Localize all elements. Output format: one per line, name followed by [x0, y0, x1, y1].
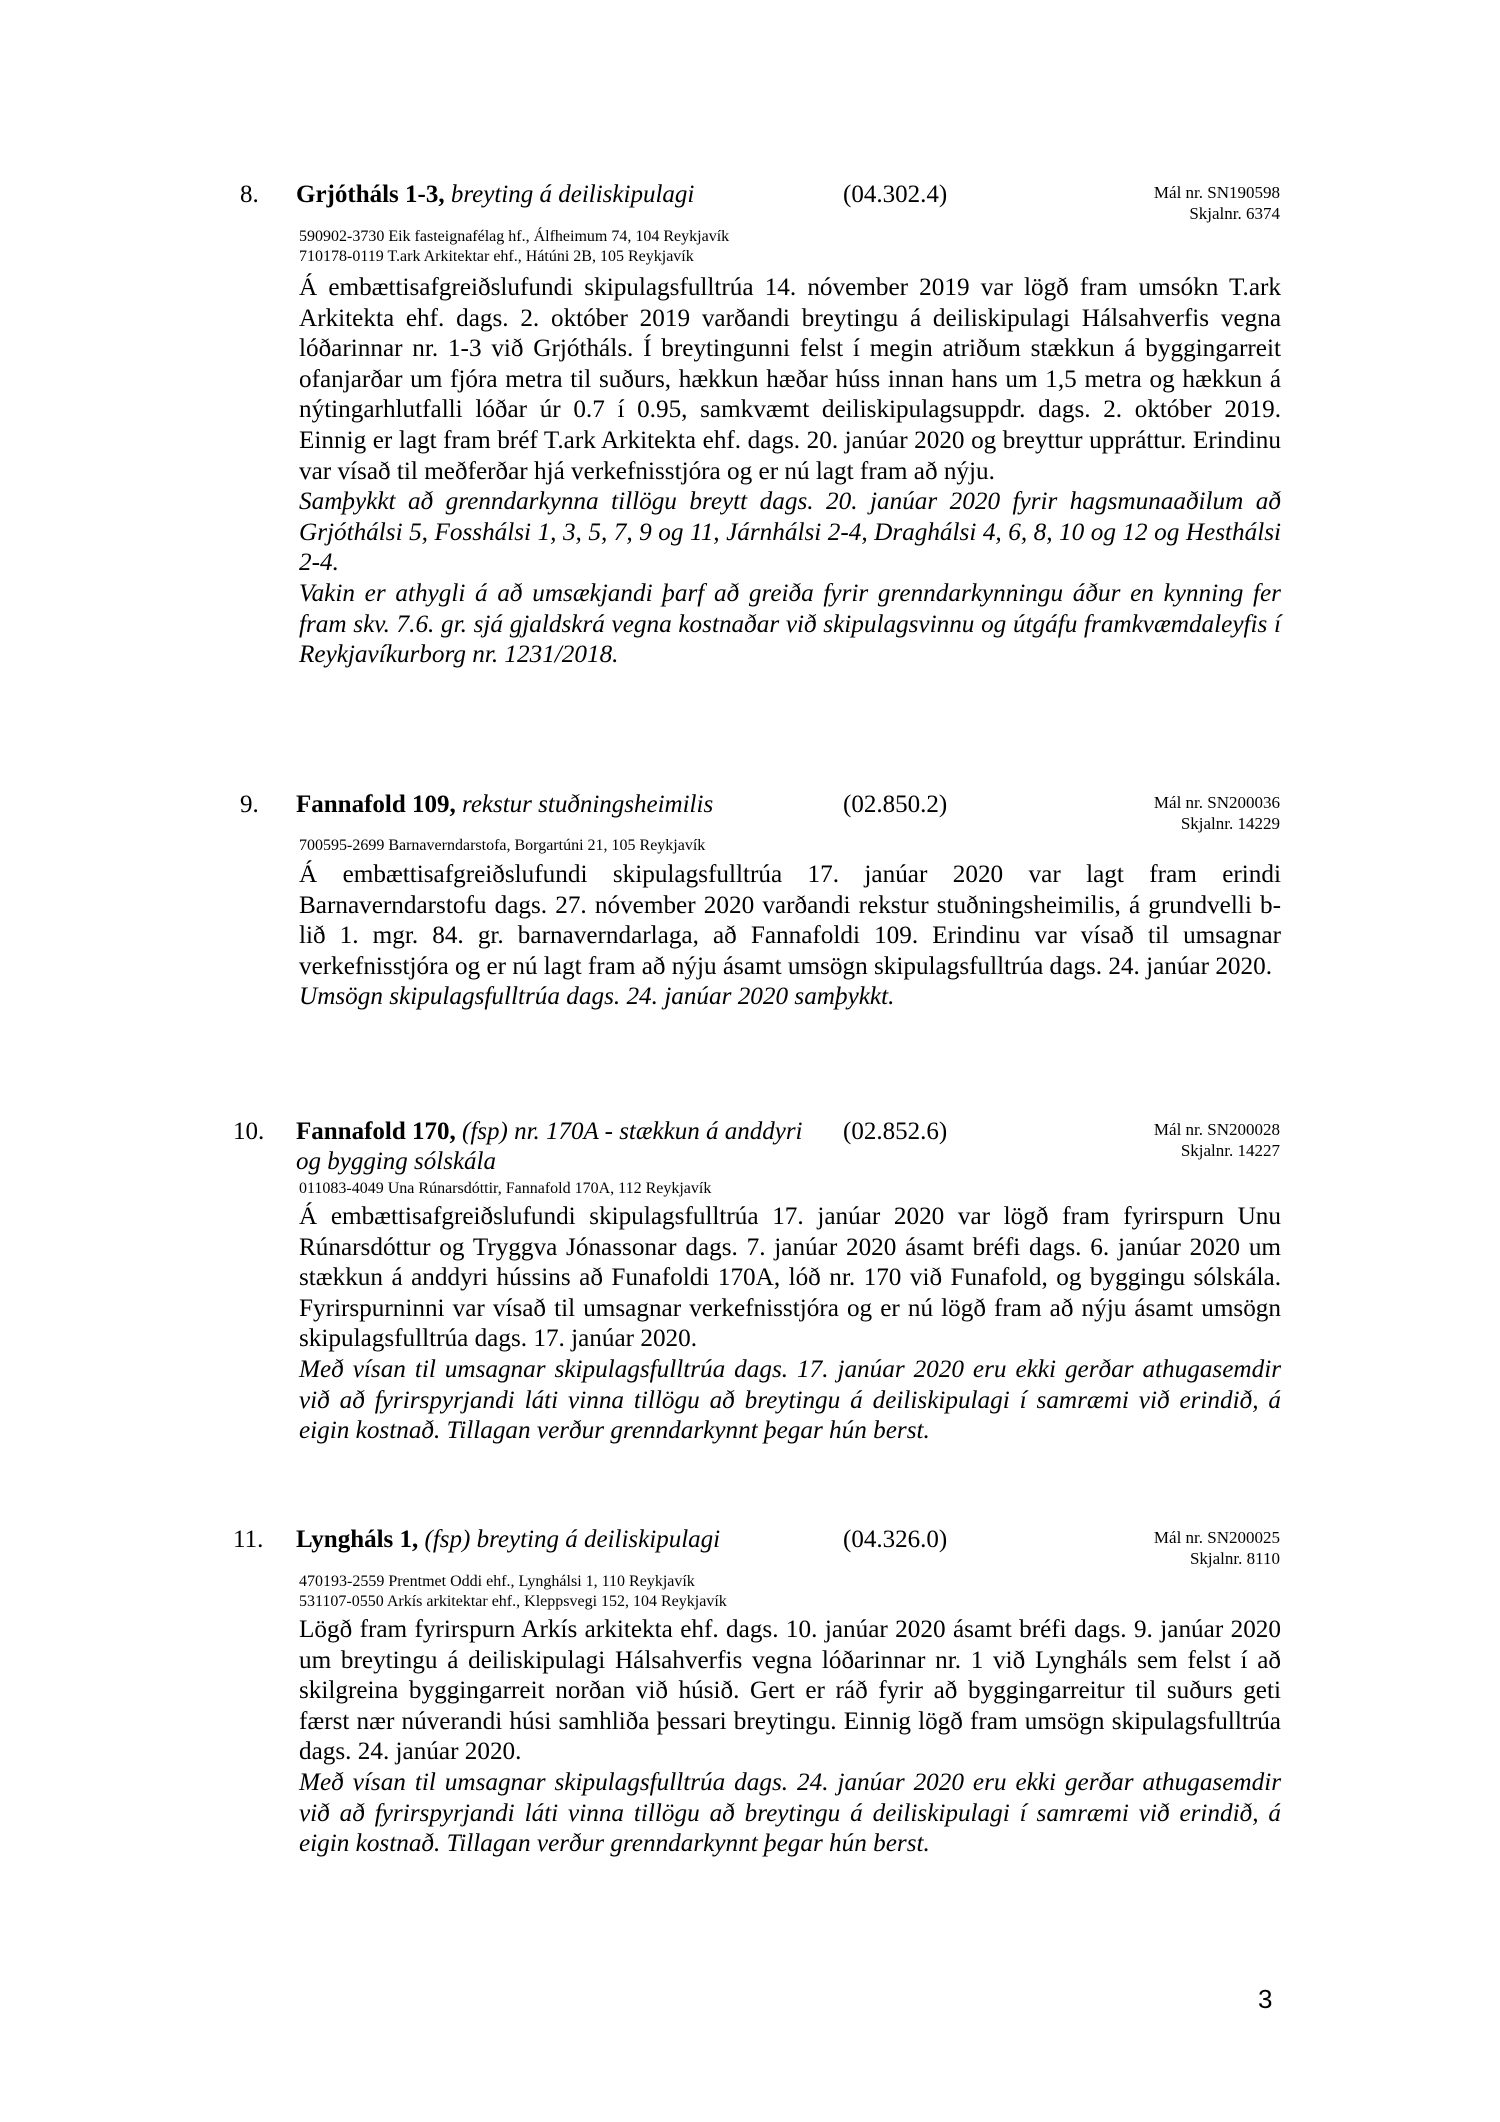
item-title [296, 1525, 796, 1555]
party-line: 700595-2699 Barnaverndarstofa, Borgartúni 21, 105 Reykjavík [299, 837, 706, 854]
item-body [299, 860, 1281, 1013]
party-line: 710178-0119 T.ark Arkitektar ehf., Hátúni 2B, 105 Reykjavík [299, 248, 694, 265]
item-land-code: (02.852.6) [843, 1118, 948, 1145]
item-number: 10. [233, 1118, 265, 1145]
item-refs [1154, 1119, 1280, 1161]
page-number: 3 [1258, 1984, 1273, 2014]
item-parties [299, 1179, 711, 1199]
item-land-code: (04.302.4) [843, 181, 948, 208]
item-decision: Með vísan til umsagnar skipulagsfulltrúa dags. 17. janúar 2020 eru ekki gerðar athugasemdir við að fyrirspyrjandi láti vinna tillögu að breytingu á deiliskipulagi í samræmi við erindið, á eigin kostnað. Tillagan verður grenndarkynnt þegar hún berst. [299, 1355, 1281, 1445]
item-address: Lyngháls 1, [296, 1526, 419, 1553]
item-refs [1154, 1527, 1280, 1569]
document-number: Skjalnr. 6374 [1189, 204, 1280, 223]
document-number: Skjalnr. 14227 [1180, 1141, 1280, 1160]
item-number: 11. [233, 1526, 264, 1553]
item-number: 9. [240, 791, 259, 818]
item-address: Fannafold 109, [296, 791, 456, 818]
party-line: 011083-4049 Una Rúnarsdóttir, Fannafold 170A, 112 Reykjavík [299, 1180, 712, 1197]
case-number: Mál nr. SN200028 [1153, 1120, 1280, 1139]
party-line: 470193-2559 Prentmet Oddi ehf., Lynghálsi 1, 110 Reykjavík [299, 1573, 695, 1590]
item-subject: (fsp) breyting á deiliskipulagi [424, 1526, 721, 1553]
item-number: 8. [240, 181, 259, 208]
item-body [299, 1615, 1281, 1860]
item-parties [299, 227, 729, 267]
item-decision: Vakin er athygli á að umsækjandi þarf að greiða fyrir grenndarkynningu áður en kynning fer fram skv. 7.6. gr. sjá gjaldskrá vegna kostnaðar við skipulagsvinnu og útgáfu framkvæmdaleyfis í Reykjavíkurborg nr. 1231/2018. [299, 579, 1281, 669]
document-number: Skjalnr. 14229 [1180, 814, 1280, 833]
item-address: Grjótháls 1-3, [296, 181, 445, 208]
item-description: Lögð fram fyrirspurn Arkís arkitekta ehf. dags. 10. janúar 2020 ásamt bréfi dags. 9. janúar 2020 um breytingu á deiliskipulagi Hálsahverfis vegna lóðarinnar nr. 1 við Lyngháls sem felst í að skilgreina byggingarreit norðan við húsið. Gert er ráð fyrir að byggingarreitur til suðurs geti færst nær núverandi húsi samhliða þessari breytingu. Einnig lögð fram umsögn skipulagsfulltrúa dags. 24. janúar 2020. [299, 1616, 1281, 1766]
party-line: 531107-0550 Arkís arkitektar ehf., Kleppsvegi 152, 104 Reykjavík [299, 1593, 727, 1610]
item-subject: rekstur stuðningsheimilis [462, 791, 714, 818]
case-number: Mál nr. SN190598 [1153, 183, 1280, 202]
item-body [299, 1202, 1281, 1447]
item-decision: Umsögn skipulagsfulltrúa dags. 24. janúar 2020 samþykkt. [299, 983, 895, 1011]
item-land-code: (04.326.0) [843, 1526, 948, 1553]
document-number: Skjalnr. 8110 [1189, 1549, 1280, 1568]
item-title [296, 1117, 816, 1177]
item-address: Fannafold 170, [296, 1118, 456, 1145]
party-line: 590902-3730 Eik fasteignafélag hf., Álfheimum 74, 104 Reykjavík [299, 228, 730, 245]
item-description: Á embættisafgreiðslufundi skipulagsfulltrúa 17. janúar 2020 var lagt fram erindi Barnaverndarstofu dags. 27. nóvember 2020 varðandi rekstur stuðningsheimilis, á grundvelli b-lið 1. mgr. 84. gr. barnaverndarlaga, að Fannafoldi 109. Erindinu var vísað til umsagnar verkefnisstjóra og er nú lagt fram að nýju ásamt umsögn skipulagsfulltrúa dags. 24. janúar 2020. [299, 861, 1281, 980]
item-description: Á embættisafgreiðslufundi skipulagsfulltrúa 17. janúar 2020 var lögð fram fyrirspurn Unu Rúnarsdóttur og Tryggva Jónassonar dags. 7. janúar 2020 ásamt bréfi dags. 6. janúar 2020 um stækkun á anddyri hússins að Funafoldi 170A, lóð nr. 170 við Funafold, og byggingu sólskála. Fyrirspurninni var vísað til umsagnar verkefnisstjóra og er nú lögð fram að nýju ásamt umsögn skipulagsfulltrúa dags. 17. janúar 2020. [299, 1203, 1281, 1353]
item-description: Á embættisafgreiðslufundi skipulagsfulltrúa 14. nóvember 2019 var lögð fram umsókn T.ark Arkitekta ehf. dags. 2. október 2019 varðandi breytingu á deiliskipulagi Hálsahverfis vegna lóðarinnar nr. 1-3 við Grjótháls. Í breytingunni felst í megin atriðum stækkun á byggingarreit ofanjarðar um fjóra metra til suðurs, hækkun hæðar húss innan hans um 1,5 metra og hækkun á nýtingarhlutfalli lóðar úr 0.7 í 0.95, samkvæmt deiliskipulagsuppdr. dags. 2. október 2019. Einnig er lagt fram bréf T.ark Arkitekta ehf. dags. 20. janúar 2020 og breyttur uppráttur. Erindinu var vísað til meðferðar hjá verkefnisstjóra og er nú lagt fram að nýju. [299, 274, 1281, 485]
item-parties [299, 1572, 727, 1612]
item-body [299, 273, 1281, 671]
item-refs [1154, 792, 1280, 834]
item-title [296, 180, 796, 210]
case-number: Mál nr. SN200025 [1153, 1528, 1280, 1547]
case-number: Mál nr. SN200036 [1153, 793, 1280, 812]
item-decision: Með vísan til umsagnar skipulagsfulltrúa dags. 24. janúar 2020 eru ekki gerðar athugasemdir við að fyrirspyrjandi láti vinna tillögu að breytingu á deiliskipulagi í samræmi við erindið, á eigin kostnað. Tillagan verður grenndarkynnt þegar hún berst. [299, 1768, 1281, 1858]
item-parties [299, 836, 705, 856]
item-refs [1154, 182, 1280, 224]
item-decision: Samþykkt að grenndarkynna tillögu breytt dags. 20. janúar 2020 fyrir hagsmunaaðilum að Grjóthálsi 5, Fosshálsi 1, 3, 5, 7, 9 og 11, Járnhálsi 2-4, Draghálsi 4, 6, 8, 10 og 12 og Hesthálsi 2-4. [299, 488, 1281, 577]
item-subject: breyting á deiliskipulagi [450, 181, 695, 208]
item-subject: (fsp) nr. 170A - stækkun á anddyri og bygging sólskála [296, 1118, 803, 1175]
item-title [296, 790, 796, 820]
item-land-code: (02.850.2) [843, 791, 948, 818]
